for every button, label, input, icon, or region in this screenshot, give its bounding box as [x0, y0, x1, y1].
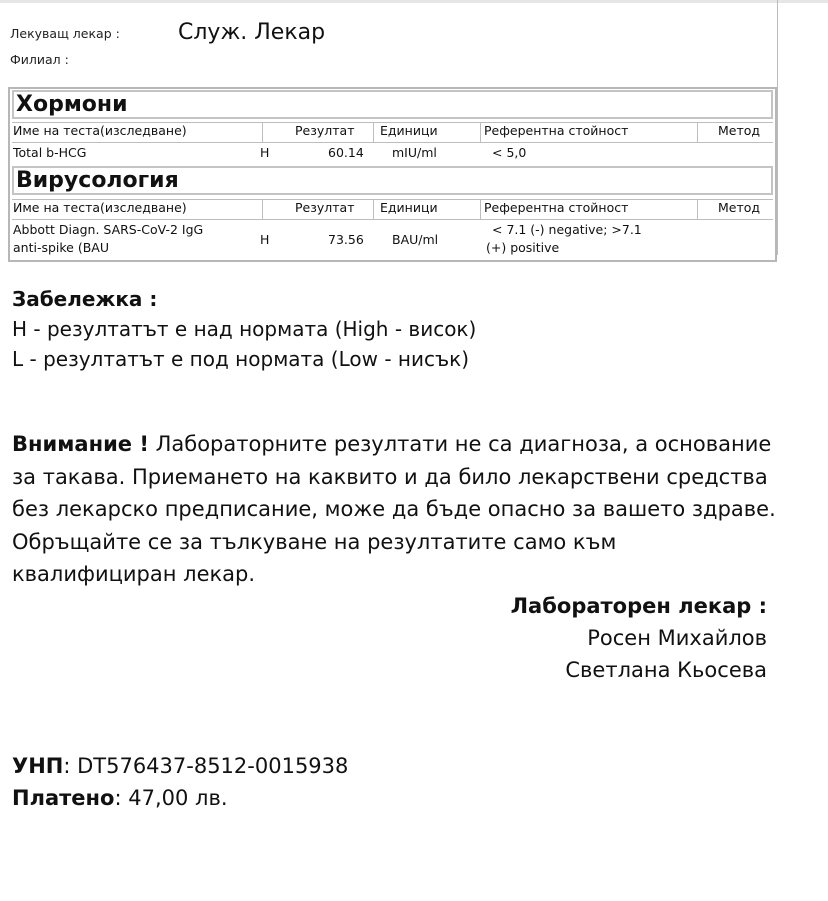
result-value: 60.14 — [328, 145, 364, 160]
col-units: Единици — [380, 123, 438, 138]
test-name-continued: anti-spike (BAU — [13, 240, 109, 255]
test-name: Total b-HCG — [13, 145, 87, 160]
warning-text: Лабораторните резултати не са диагноза, а основание за такава. Приемането на каквито и да било лекарствени средства без лекарско предписание, може да бъде опасно за вашето здраве. Обръщайте се за тълкуване на резултатите само към квалифициран лекар. — [12, 432, 776, 586]
column-header-row — [12, 122, 773, 143]
results-table — [8, 87, 777, 262]
col-reference: Референтна стойност — [484, 200, 629, 215]
top-rule — [0, 0, 828, 3]
note-title: Забележка : — [12, 287, 158, 311]
col-test: Име на теста(изследване) — [13, 200, 187, 215]
frame-edge — [777, 0, 778, 255]
warning-label: Внимание ! — [12, 432, 149, 456]
result-flag: H — [260, 145, 270, 160]
col-result: Резултат — [295, 200, 355, 215]
col-units: Единици — [380, 200, 438, 215]
section-title-hormones: Хормони — [12, 90, 773, 119]
result-units: BAU/ml — [392, 232, 439, 247]
unp-value: : DT576437-8512-0015938 — [63, 754, 349, 778]
result-flag: H — [260, 232, 270, 247]
column-header-row — [12, 199, 773, 220]
paid-value: : 47,00 лв. — [114, 786, 228, 810]
paid-label: Платено — [12, 786, 115, 810]
col-method: Метод — [718, 200, 761, 215]
result-units: mIU/ml — [392, 145, 437, 160]
lab-doctor-title: Лабораторен лекар : — [510, 594, 767, 618]
doctor-label: Лекуващ лекар : — [10, 26, 120, 41]
warning-paragraph — [12, 428, 782, 591]
lab-doctor-name: Росен Михайлов — [587, 626, 767, 650]
branch-label: Филиал : — [10, 52, 69, 67]
reference-range: < 5,0 — [492, 145, 527, 160]
doctor-value: Служ. Лекар — [178, 20, 326, 45]
col-reference: Референтна стойност — [484, 123, 629, 138]
result-value: 73.56 — [328, 232, 364, 247]
unp-line — [12, 754, 348, 778]
test-name: Abbott Diagn. SARS-CoV-2 IgG — [13, 222, 204, 237]
paid-line — [12, 786, 228, 810]
reference-range: < 7.1 (-) negative; >7.1 — [492, 222, 642, 237]
unp-label: УНП — [12, 754, 64, 778]
col-test: Име на теста(изследване) — [13, 123, 187, 138]
reference-range-continued: (+) positive — [486, 240, 560, 255]
table-row — [12, 222, 773, 260]
lab-doctor-name: Светлана Кьосева — [565, 658, 767, 682]
section-title-virology: Вирусология — [12, 166, 773, 195]
note-high: H - резултатът е над нормата (High - висок) — [12, 317, 477, 341]
col-result: Резултат — [295, 123, 355, 138]
table-row — [12, 145, 773, 165]
note-low: L - резултатът е под нормата (Low - нисък) — [12, 347, 470, 371]
col-method: Метод — [718, 123, 761, 138]
